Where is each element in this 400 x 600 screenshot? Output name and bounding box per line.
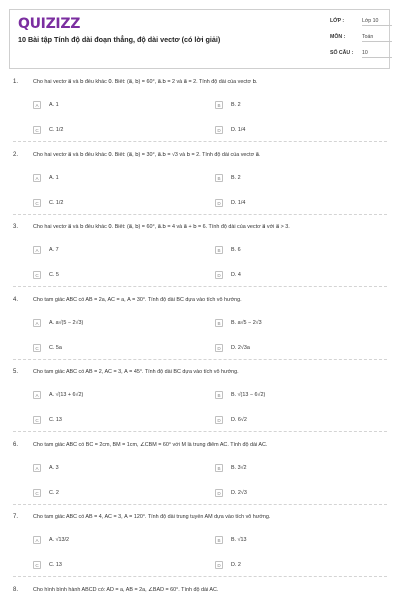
question-divider [13, 141, 387, 142]
option-letter-box: B [215, 536, 223, 544]
question-divider [13, 214, 387, 215]
question-divider [13, 504, 387, 505]
option-text: A. 7 [49, 247, 59, 253]
answer-option-d[interactable] [215, 488, 375, 499]
answer-option-d[interactable] [215, 415, 375, 426]
document-title: 10 Bài tập Tính độ dài đoạn thẳng, độ dài vectơ (có lời giải) [18, 35, 221, 44]
option-text: B. 2 [231, 102, 241, 108]
answer-option-a[interactable] [33, 390, 193, 401]
option-text: B. 2 [231, 175, 241, 181]
answer-option-b[interactable] [215, 463, 375, 474]
option-letter-box: B [215, 246, 223, 254]
meta-label-class: LỚP : [330, 18, 345, 24]
answer-option-c[interactable] [33, 270, 193, 281]
answer-option-d[interactable] [215, 125, 375, 136]
option-text: B. a√5 − 2√3 [231, 320, 262, 326]
meta-label-subject: MÔN : [330, 34, 346, 40]
meta-value-subject: Toán [362, 34, 392, 42]
option-letter-box: A [33, 174, 41, 182]
meta-label-count: SỐ CÂU : [330, 50, 354, 56]
option-letter-box: C [33, 271, 41, 279]
option-letter-box: B [215, 464, 223, 472]
answer-option-b[interactable] [215, 100, 375, 111]
option-letter-box: A [33, 391, 41, 399]
question-number: 2. [13, 152, 19, 158]
question-text: Cho tam giác ABC có AB = 2a, AC = a, Â = 30°. Tính độ dài BC dựa vào tích vô hướng. [33, 297, 242, 303]
answer-option-a[interactable] [33, 463, 193, 474]
answer-option-c[interactable] [33, 488, 193, 499]
question-number: 3. [13, 224, 19, 230]
option-letter-box: D [215, 271, 223, 279]
answer-option-a[interactable] [33, 535, 193, 546]
option-letter-box: A [33, 101, 41, 109]
answer-option-b[interactable] [215, 318, 375, 329]
option-text: C. 5a [49, 345, 62, 351]
meta-value-class: Lớp 10 [362, 18, 392, 26]
meta-value-count: 10 [362, 50, 392, 58]
option-text: B. √(13 − 6√2) [231, 392, 266, 398]
option-letter-box: C [33, 344, 41, 352]
option-text: B. 6 [231, 247, 241, 253]
question-text: Cho hai vectơ a⃗ và b⃗ đều khác 0⃗. Biết: (a⃗, b⃗) = 60°, a⃗.b⃗ = 4 và a⃗ + b⃗ = 6. Tính độ dài của vectơ a⃗ với a⃗ > 3. [33, 224, 290, 230]
question-divider [13, 286, 387, 287]
question-divider [13, 431, 387, 432]
option-letter-box: D [215, 416, 223, 424]
document-header [9, 9, 390, 69]
option-letter-box: C [33, 561, 41, 569]
option-text: D. 4 [231, 272, 241, 278]
question-text: Cho hai vectơ a⃗ và b⃗ đều khác 0⃗. Biết: (a⃗, b⃗) = 30°, a⃗.b⃗ = √3 và b⃗ = 2. Tính độ dài của vectơ a⃗. [33, 152, 261, 158]
question-number: 1. [13, 79, 19, 85]
option-letter-box: A [33, 536, 41, 544]
option-text: D. 1/4 [231, 127, 246, 133]
option-letter-box: C [33, 489, 41, 497]
option-letter-box: D [215, 561, 223, 569]
option-text: A. 1 [49, 175, 59, 181]
option-letter-box: B [215, 174, 223, 182]
question-number: 4. [13, 297, 19, 303]
option-letter-box: A [33, 319, 41, 327]
question-divider [13, 359, 387, 360]
answer-option-c[interactable] [33, 125, 193, 136]
option-text: C. 1/2 [49, 127, 64, 133]
option-letter-box: B [215, 101, 223, 109]
option-letter-box: D [215, 489, 223, 497]
answer-option-c[interactable] [33, 343, 193, 354]
answer-option-d[interactable] [215, 343, 375, 354]
option-letter-box: D [215, 126, 223, 134]
option-text: D. 1/4 [231, 200, 246, 206]
answer-option-b[interactable] [215, 390, 375, 401]
option-text: A. √(13 + 6√2) [49, 392, 84, 398]
option-letter-box: B [215, 391, 223, 399]
option-letter-box: C [33, 416, 41, 424]
answer-option-d[interactable] [215, 270, 375, 281]
question-number: 6. [13, 442, 19, 448]
option-text: C. 13 [49, 562, 62, 568]
option-letter-box: B [215, 319, 223, 327]
option-letter-box: A [33, 246, 41, 254]
question-text: Cho tam giác ABC có AB = 4, AC = 3, Â = 120°. Tính độ dài trung tuyến AM dựa vào tích vô hướng. [33, 514, 271, 520]
option-letter-box: D [215, 199, 223, 207]
answer-option-a[interactable] [33, 318, 193, 329]
option-text: D. 2√3 [231, 490, 247, 496]
question-text: Cho hình bình hành ABCD có: AD = a, AB = 2a, ∠BAD = 60°. Tính độ dài AC. [33, 587, 219, 593]
option-text: D. 2√3a [231, 345, 250, 351]
option-letter-box: A [33, 464, 41, 472]
answer-option-b[interactable] [215, 173, 375, 184]
answer-option-c[interactable] [33, 415, 193, 426]
answer-option-a[interactable] [33, 100, 193, 111]
question-text: Cho hai vectơ a⃗ và b⃗ đều khác 0⃗. Biết: (a⃗, b⃗) = 60°, a⃗.b⃗ = 2 và a⃗ = 2. Tính độ dài của vectơ b⃗. [33, 79, 258, 85]
quizizz-logo: QUIZIZZ [18, 16, 81, 32]
option-text: D. 2 [231, 562, 241, 568]
question-number: 8. [13, 587, 19, 593]
question-text: Cho tam giác ABC có AB = 2, AC = 3, Â = 45°. Tính độ dài BC dựa vào tích vô hướng. [33, 369, 239, 375]
option-text: A. √13/2 [49, 537, 70, 543]
question-number: 7. [13, 514, 19, 520]
option-text: A. 3 [49, 465, 59, 471]
question-divider [13, 576, 387, 577]
question-number: 5. [13, 369, 19, 375]
option-text: A. 1 [49, 102, 59, 108]
option-text: B. √13 [231, 537, 247, 543]
answer-option-d[interactable] [215, 560, 375, 571]
option-letter-box: D [215, 344, 223, 352]
option-letter-box: C [33, 126, 41, 134]
answer-option-c[interactable] [33, 198, 193, 209]
answer-option-b[interactable] [215, 245, 375, 256]
option-text: B. 3√2 [231, 465, 247, 471]
answer-option-a[interactable] [33, 173, 193, 184]
answer-option-c[interactable] [33, 560, 193, 571]
answer-option-a[interactable] [33, 245, 193, 256]
option-text: D. 6√2 [231, 417, 247, 423]
option-text: A. a√(5 − 2√3) [49, 320, 84, 326]
option-text: C. 13 [49, 417, 62, 423]
answer-option-b[interactable] [215, 535, 375, 546]
option-text: C. 2 [49, 490, 59, 496]
question-text: Cho tam giác ABC có BC = 2cm, BM = 1cm, ∠CBM = 60° với M là trung điểm AC. Tính độ dài AC. [33, 442, 268, 448]
option-letter-box: C [33, 199, 41, 207]
answer-option-d[interactable] [215, 198, 375, 209]
option-text: C. 1/2 [49, 200, 64, 206]
option-text: C. 5 [49, 272, 59, 278]
